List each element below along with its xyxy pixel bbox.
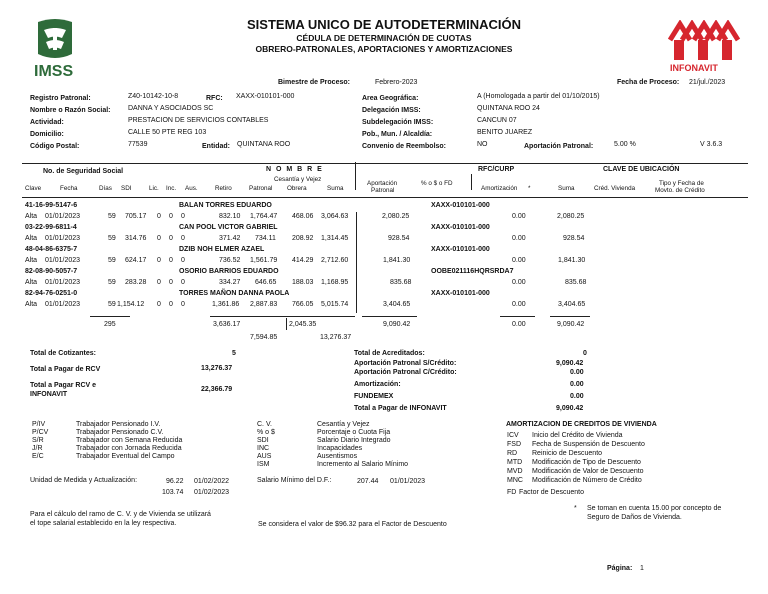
total-obrera: 2,045.35 (289, 321, 317, 328)
dias-cell: 59 (108, 301, 116, 308)
note-right-1: Se toman en cuenta 15.00 por concepto de (587, 505, 722, 512)
legend-code: FSD (507, 441, 521, 448)
table-row (0, 301, 768, 310)
col-amortizacion: Amortización (481, 185, 518, 192)
legend-desc: Incapacidades (317, 445, 363, 452)
nss-cell: 48-04-86-6375-7 (25, 246, 78, 253)
inc-cell: 0 (169, 235, 173, 242)
fecha-cell: 01/01/2023 (45, 279, 81, 286)
legend-desc: Salario Diario Integrado (317, 437, 391, 444)
rfc-cell: XAXX-010101-000 (431, 202, 490, 209)
legend-code: C. V. (257, 421, 272, 428)
legend-code: FD (507, 489, 517, 496)
col-cred-vivienda: Créd. Vivienda (594, 185, 636, 192)
suma-cell: 5,015.74 (321, 301, 349, 308)
col-aportacion: Aportación (367, 180, 398, 187)
col-clave: Clave (25, 185, 42, 192)
legend-code: INC (257, 445, 270, 452)
total-patronal: 7,594.85 (250, 334, 278, 341)
aus-cell: 0 (181, 301, 185, 308)
table-header-top-rule (22, 163, 748, 164)
table-row-id (0, 246, 768, 255)
sdi-cell: 283.28 (125, 279, 147, 286)
uma-1-date: 01/02/2022 (194, 478, 230, 485)
aus-cell: 0 (181, 235, 185, 242)
patronal-cell: 2,887.83 (250, 301, 278, 308)
rfc-cell: XAXX-010101-000 (431, 290, 490, 297)
clave-cell: Alta (25, 235, 38, 242)
legend-desc: Cesantía y Vejez (317, 421, 370, 428)
legend-code: % o $ (257, 429, 275, 436)
totals-rule (210, 316, 355, 317)
legend-desc: Porcentaje o Cuota Fija (317, 429, 391, 436)
inc-cell: 0 (169, 301, 173, 308)
fundemex-label: FUNDEMEX (354, 393, 394, 400)
table-header-divider (471, 174, 472, 190)
legend-code: RD (507, 450, 518, 457)
suma-cell: 1,168.95 (321, 279, 349, 286)
note-right-mark: * (574, 505, 577, 512)
registro-label: Registro Patronal: (30, 95, 91, 102)
legend-desc: Trabajador Eventual del Campo (76, 453, 175, 460)
total-suma: 13,276.37 (320, 334, 352, 341)
entidad-label: Entidad: (202, 143, 230, 150)
table-header-divider (355, 162, 356, 190)
fecha-cell: 01/01/2023 (45, 301, 81, 308)
col-lic: Lic. (149, 185, 159, 192)
rcv-infonavit-label-2: INFONAVIT (30, 391, 68, 398)
table-row (0, 235, 768, 244)
actividad-value: PRESTACION DE SERVICIOS CONTABLES (128, 117, 269, 124)
totals-bar (286, 318, 287, 330)
delegacion-value: QUINTANA ROO 24 (477, 105, 540, 112)
page-number: 1 (640, 565, 644, 572)
infonavit-total-label: Total a Pagar de INFONAVIT (354, 405, 447, 412)
amortizacion-cell: 0.00 (512, 235, 526, 242)
sdi-cell: 314.76 (125, 235, 147, 242)
registro-value: Z40-10142-10-8 (128, 93, 179, 100)
suma2-cell: 2,080.25 (557, 213, 585, 220)
clave-cell: Alta (25, 279, 38, 286)
retiro-cell: 736.52 (219, 257, 241, 264)
legend-code: MNC (507, 477, 523, 484)
nss-cell: 82-94-76-0251-0 (25, 290, 78, 297)
col-rfc-header: RFC/CURP (478, 166, 515, 173)
entidad-value: QUINTANA ROO (237, 141, 291, 148)
legend-code: S/R (32, 437, 44, 444)
legend-code: E/C (32, 453, 44, 460)
legend-code: SDI (257, 437, 269, 444)
legend-code: ISM (257, 461, 270, 468)
name-cell: DZIB NOH ELMER AZAEL (179, 246, 265, 253)
col-retiro: Retiro (215, 185, 232, 192)
infonavit-total-value: 9,090.42 (556, 405, 584, 412)
legend-desc: Trabajador Pensionado C.V. (76, 429, 164, 436)
legend-desc: Modificación de Tipo de Descuento (532, 459, 641, 466)
col-patronal: Patronal (249, 185, 273, 192)
amortizacion-cell: 0.00 (512, 257, 526, 264)
legend-desc: Trabajador con Semana Reducida (76, 437, 183, 444)
amort-label: Amortización: (354, 381, 401, 388)
aportacion-cell: 3,404.65 (383, 301, 411, 308)
rfc-cell: XAXX-010101-000 (431, 224, 490, 231)
note-mid: Se considera el valor de $96.32 para el Factor de Descuento (258, 521, 447, 528)
apcc-label: Aportación Patronal C/Crédito: (354, 369, 457, 376)
domicilio-value: CALLE 50 PTE REG 103 (128, 129, 207, 136)
suma-cell: 2,712.60 (321, 257, 349, 264)
sdi-cell: 624.17 (125, 257, 147, 264)
col-inc: Inc. (166, 185, 177, 192)
legend-code: AUS (257, 453, 272, 460)
retiro-cell: 334.27 (219, 279, 241, 286)
actividad-label: Actividad: (30, 119, 64, 126)
fecha-cell: 01/01/2023 (45, 257, 81, 264)
col-amortizacion-mark: * (528, 185, 531, 192)
fecha-cell: 01/01/2023 (45, 213, 81, 220)
suma-cell: 1,314.45 (321, 235, 349, 242)
nss-cell: 82-08-90-5057-7 (25, 268, 78, 275)
process-date-label: Fecha de Proceso: (617, 79, 680, 86)
suma2-cell: 1,841.30 (558, 257, 586, 264)
table-row-id (0, 224, 768, 233)
name-cell: CAN POOL VICTOR GABRIEL (179, 224, 278, 231)
obrera-cell: 766.05 (292, 301, 314, 308)
clave-cell: Alta (25, 257, 38, 264)
patronal-cell: 734.11 (255, 235, 276, 242)
col-ubicacion-header: CLAVE DE UBICACIÓN (603, 166, 680, 173)
totals-rule (550, 316, 590, 317)
rfc-cell: OOBE021116HQRSRDA7 (431, 268, 514, 275)
legend-code: MTD (507, 459, 523, 466)
cp-label: Código Postal: (30, 143, 80, 150)
suma2-cell: 928.54 (563, 235, 585, 242)
legend-code: MVD (507, 468, 523, 475)
legend-desc: Trabajador con Jornada Reducida (76, 445, 182, 452)
col-nombre-header: N O M B R E (266, 166, 324, 173)
table-row (0, 279, 768, 288)
obrera-cell: 208.92 (292, 235, 314, 242)
process-date-value: 21/jul./2023 (689, 79, 726, 86)
acreditados-label: Total de Acreditados: (354, 350, 425, 357)
dias-cell: 59 (108, 257, 116, 264)
obrera-cell: 414.29 (292, 257, 314, 264)
delegacion-label: Delegación IMSS: (362, 107, 421, 114)
total-aportacion: 9,090.42 (383, 321, 411, 328)
nss-cell: 41-16-99-5147-6 (25, 202, 78, 209)
suma2-cell: 3,404.65 (558, 301, 586, 308)
table-row (0, 213, 768, 222)
name-cell: BALAN TORRES EDUARDO (179, 202, 272, 209)
uma-2-value: 103.74 (162, 489, 184, 496)
rfc-cell: XAXX-010101-000 (431, 246, 490, 253)
aportacion-cell: 1,841.30 (383, 257, 411, 264)
legend-desc: Reinicio de Descuento (532, 450, 603, 457)
table-row-id (0, 202, 768, 211)
aportacion-cell: 835.68 (390, 279, 412, 286)
version-label: V 3.6.3 (700, 141, 723, 148)
smdf-date: 01/01/2023 (390, 478, 426, 485)
table-row-id (0, 290, 768, 299)
uma-1-value: 96.22 (166, 478, 184, 485)
aportacion-label: Aportación Patronal: (524, 143, 594, 150)
page-title: SISTEMA UNICO DE AUTODETERMINACIÓN (247, 17, 521, 32)
lic-cell: 0 (157, 213, 161, 220)
table-row (0, 257, 768, 266)
obrera-cell: 468.06 (292, 213, 314, 220)
amort-value: 0.00 (570, 381, 584, 388)
totals-rule (500, 316, 535, 317)
legend-desc: Ausentismos (317, 453, 358, 460)
apcc-value: 0.00 (570, 369, 584, 376)
col-nss-header: No. de Seguridad Social (43, 168, 124, 175)
col-aportacion-2: Patronal (371, 187, 395, 194)
convenio-value: NO (477, 141, 488, 148)
totals-rule (90, 316, 130, 317)
subdelegacion-value: CANCUN 07 (477, 117, 517, 124)
amortizacion-cell: 0.00 (512, 301, 526, 308)
col-obrera: Obrera (287, 185, 307, 192)
amortizacion-title: AMORTIZACION DE CREDITOS DE VIVIENDA (506, 421, 657, 428)
col-tipo-2: Movto. de Crédito (655, 187, 705, 194)
patronal-cell: 1,561.79 (250, 257, 278, 264)
amortizacion-cell: 0.00 (512, 279, 526, 286)
cp-value: 77539 (128, 141, 148, 148)
cotizantes-value: 5 (232, 350, 236, 357)
nombre-label: Nombre o Razón Social: (30, 107, 111, 114)
dias-cell: 59 (108, 213, 116, 220)
imss-logo-text: IMSS (34, 63, 74, 80)
period-label: Bimestre de Proceso: (278, 79, 350, 86)
total-retiro: 3,636.17 (213, 321, 241, 328)
rcv-infonavit-label: Total a Pagar RCV e (30, 382, 97, 389)
smdf-value: 207.44 (357, 478, 379, 485)
legend-desc: Inicio del Crédito de Vivienda (532, 432, 623, 439)
aus-cell: 0 (181, 213, 185, 220)
col-suma-2: Suma (558, 185, 575, 192)
note-right-2: Seguro de Daños de Vivienda. (587, 514, 682, 521)
legend-desc: Modificación de Valor de Descuento (532, 468, 644, 475)
lic-cell: 0 (157, 301, 161, 308)
convenio-label: Convenio de Reembolso: (362, 143, 447, 150)
legend-desc: Trabajador Pensionado I.V. (76, 421, 161, 428)
apsc-label: Aportación Patronal S/Crédito: (354, 360, 457, 367)
pob-label: Pob., Mun. / Alcaldía: (362, 131, 433, 138)
col-cesantia-header: Cesantía y Vejez (274, 176, 322, 183)
area-label: Area Geográfica: (362, 95, 419, 102)
legend-desc: Fecha de Suspensión de Descuento (532, 441, 645, 448)
aus-cell: 0 (181, 279, 185, 286)
apsc-value: 9,090.42 (556, 360, 584, 367)
period-value: Febrero-2023 (375, 79, 418, 86)
retiro-cell: 832.10 (219, 213, 241, 220)
page-label: Página: (607, 565, 633, 572)
table-row-id (0, 268, 768, 277)
total-suma2: 9,090.42 (557, 321, 585, 328)
sdi-cell: 705.17 (125, 213, 147, 220)
aus-cell: 0 (181, 257, 185, 264)
obrera-cell: 188.03 (292, 279, 314, 286)
infonavit-logo-text: INFONAVIT (670, 63, 718, 73)
aportacion-cell: 928.54 (388, 235, 410, 242)
table-header-bottom-rule (22, 197, 748, 198)
lic-cell: 0 (157, 279, 161, 286)
acreditados-value: 0 (583, 350, 587, 357)
note-left-1: Para el cálculo del ramo de C. V. y de Vivienda se utilizará (30, 511, 211, 518)
inc-cell: 0 (169, 257, 173, 264)
aportacion-cell: 2,080.25 (382, 213, 410, 220)
rfc-value: XAXX-010101-000 (236, 93, 295, 100)
inc-cell: 0 (169, 279, 173, 286)
amortizacion-cell: 0.00 (512, 213, 526, 220)
sdi-cell: 1,154.12 (117, 301, 145, 308)
pob-value: BENITO JUAREZ (477, 129, 533, 136)
page-subtitle-2: OBRERO-PATRONALES, APORTACIONES Y AMORTIZACIONES (255, 44, 513, 54)
lic-cell: 0 (157, 257, 161, 264)
patronal-cell: 646.65 (255, 279, 277, 286)
col-pct: % o $ o FD (421, 180, 453, 187)
clave-cell: Alta (25, 213, 38, 220)
retiro-cell: 1,361.86 (212, 301, 240, 308)
lic-cell: 0 (157, 235, 161, 242)
fundemex-value: 0.00 (570, 393, 584, 400)
nss-cell: 03-22-99-6811-4 (25, 224, 77, 231)
domicilio-label: Domicilio: (30, 131, 64, 138)
fecha-cell: 01/01/2023 (45, 235, 81, 242)
col-sdi: SDI (121, 185, 132, 192)
col-fecha: Fecha (60, 185, 78, 192)
subdelegacion-label: Subdelegación IMSS: (362, 119, 434, 126)
area-value: A (Homologada a partir del 01/10/2015) (477, 93, 600, 100)
legend-desc: Modificación de Número de Crédito (532, 477, 642, 484)
retiro-cell: 371.42 (219, 235, 241, 242)
suma-column-bar (356, 212, 357, 313)
col-suma: Suma (327, 185, 344, 192)
patronal-cell: 1,764.47 (250, 213, 278, 220)
suma-cell: 3,064.63 (321, 213, 349, 220)
inc-cell: 0 (169, 213, 173, 220)
rcv-infonavit-value: 22,366.79 (201, 386, 233, 393)
clave-cell: Alta (25, 301, 38, 308)
legend-code: J/R (32, 445, 43, 452)
uma-2-date: 01/02/2023 (194, 489, 230, 496)
col-dias: Días (99, 185, 112, 192)
rcv-label: Total a Pagar de RCV (30, 366, 101, 373)
page-subtitle-1: CÉDULA DE DETERMINACIÓN DE CUOTAS (296, 33, 472, 43)
legend-code: P/IV (32, 421, 46, 428)
legend-code: ICV (507, 432, 519, 439)
dias-cell: 59 (108, 235, 116, 242)
note-left-2: el tope salarial establecido en la ley respectiva. (30, 520, 177, 527)
col-tipo: Tipo y Fecha de (659, 180, 704, 187)
smdf-label: Salario Mínimo del D.F.: (257, 477, 332, 484)
aportacion-value: 5.00 % (614, 141, 636, 148)
rfc-label: RFC: (206, 95, 223, 102)
name-cell: TORRES MAÑON DANNA PAOLA (179, 290, 290, 297)
total-amortizacion: 0.00 (512, 321, 526, 328)
suma2-cell: 835.68 (565, 279, 587, 286)
rcv-value: 13,276.37 (201, 365, 233, 372)
nombre-value: DANNA Y ASOCIADOS SC (128, 105, 214, 112)
cotizantes-label: Total de Cotizantes: (30, 350, 96, 357)
legend-code: P/CV (32, 429, 49, 436)
legend-desc: Factor de Descuento (519, 489, 584, 496)
col-aus: Aus. (185, 185, 198, 192)
total-dias: 295 (104, 321, 116, 328)
dias-cell: 59 (108, 279, 116, 286)
name-cell: OSORIO BARRIOS EDUARDO (179, 268, 279, 275)
legend-desc: Incremento al Salario Mínimo (317, 461, 409, 468)
totals-rule (362, 316, 417, 317)
uma-label: Unidad de Medida y Actualización: (30, 477, 138, 484)
